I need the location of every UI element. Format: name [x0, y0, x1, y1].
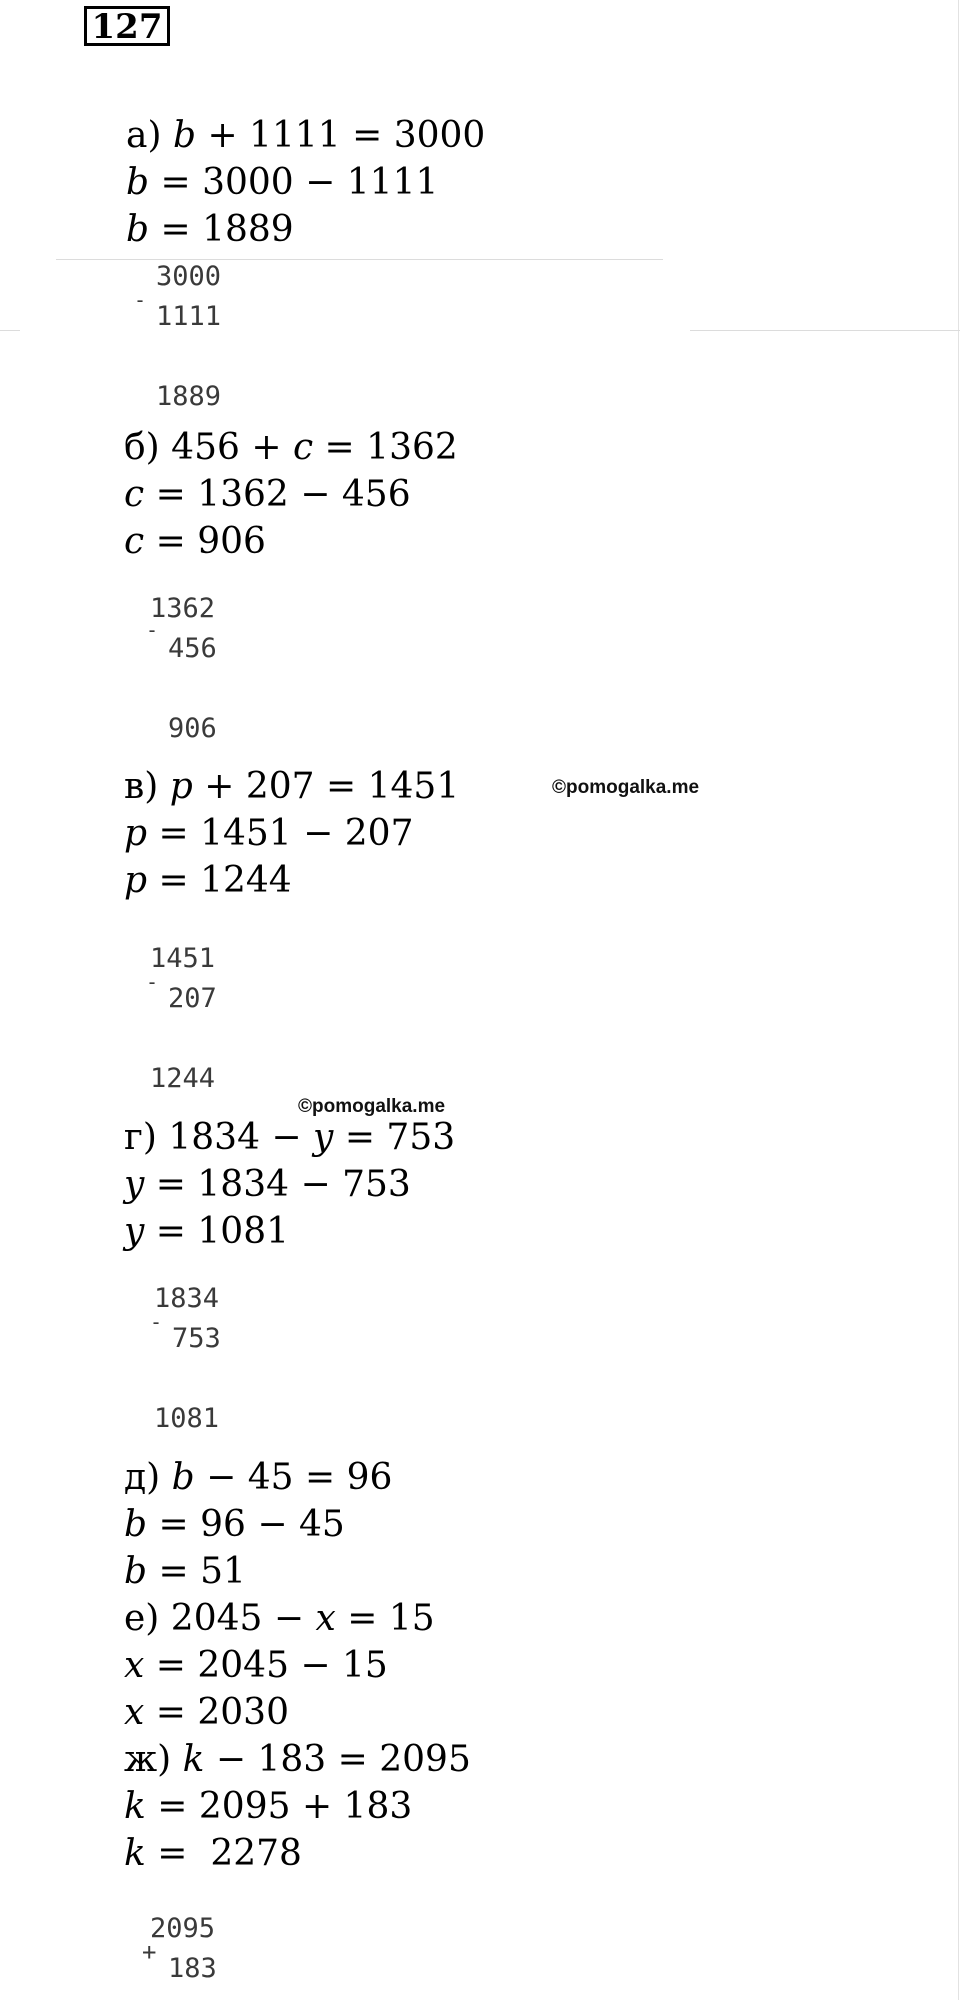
- scan-divider-line: [56, 259, 663, 260]
- equation-f-line1: е) 2045 − x = 15: [124, 1598, 435, 1639]
- equation-g-line2: k = 2095 + 183: [124, 1786, 413, 1827]
- column-a-result: 1889: [156, 381, 222, 412]
- column-c-result: 1244: [150, 1063, 216, 1094]
- column-d-result: 1081: [154, 1403, 220, 1434]
- equation-d-line3: y = 1081: [124, 1211, 290, 1252]
- scan-divider-line-left: [0, 330, 20, 331]
- equation-c-line1: в) p + 207 = 1451: [124, 766, 460, 807]
- equation-d-line2: y = 1834 − 753: [124, 1164, 411, 1205]
- column-c-minus-sign: -: [146, 970, 159, 994]
- column-b-minus-sign: -: [146, 618, 159, 642]
- column-a-minus-sign: -: [134, 288, 147, 312]
- column-b-top: 1362: [150, 593, 216, 624]
- equation-e-line3: b = 51: [124, 1551, 246, 1592]
- equation-e-line2: b = 96 − 45: [124, 1504, 345, 1545]
- equation-a-line2: b = 3000 − 1111: [126, 162, 439, 203]
- equation-c-line3: p = 1244: [124, 860, 292, 901]
- column-c-bottom: 207: [168, 983, 217, 1014]
- scan-divider-line-right: [690, 330, 960, 331]
- column-b-bottom: 456: [168, 633, 217, 664]
- column-a-bottom: 1111: [156, 301, 222, 332]
- column-d-minus-sign: -: [150, 1310, 163, 1334]
- column-c-top: 1451: [150, 943, 216, 974]
- watermark-1: ©pomogalka.me: [552, 777, 700, 798]
- watermark-2: ©pomogalka.me: [298, 1096, 446, 1117]
- column-b-result: 906: [168, 713, 217, 744]
- column-a-top: 3000: [156, 261, 222, 292]
- equation-d-line1: г) 1834 − y = 753: [124, 1117, 456, 1158]
- equation-a-line1: а) b + 1111 = 3000: [126, 115, 486, 156]
- equation-g-line1: ж) k − 183 = 2095: [124, 1739, 471, 1780]
- task-number-box: 127: [84, 6, 170, 46]
- equation-f-line2: x = 2045 − 15: [124, 1645, 388, 1686]
- equation-e-line1: д) b − 45 = 96: [124, 1457, 393, 1498]
- page-border-right: [958, 0, 959, 2000]
- column-g-plus-sign: +: [142, 1938, 157, 1966]
- equation-b-line3: c = 906: [124, 521, 266, 562]
- equation-c-line2: p = 1451 − 207: [124, 813, 414, 854]
- column-d-bottom: 753: [172, 1323, 221, 1354]
- equation-b-line1: б) 456 + c = 1362: [124, 427, 458, 468]
- equation-g-line3: k = 2278: [124, 1833, 302, 1874]
- column-d-top: 1834: [154, 1283, 220, 1314]
- equation-f-line3: x = 2030: [124, 1692, 289, 1733]
- column-g-bottom: 183: [168, 1953, 217, 1984]
- equation-a-line3: b = 1889: [126, 209, 294, 250]
- equation-b-line2: c = 1362 − 456: [124, 474, 411, 515]
- column-g-top: 2095: [150, 1913, 216, 1944]
